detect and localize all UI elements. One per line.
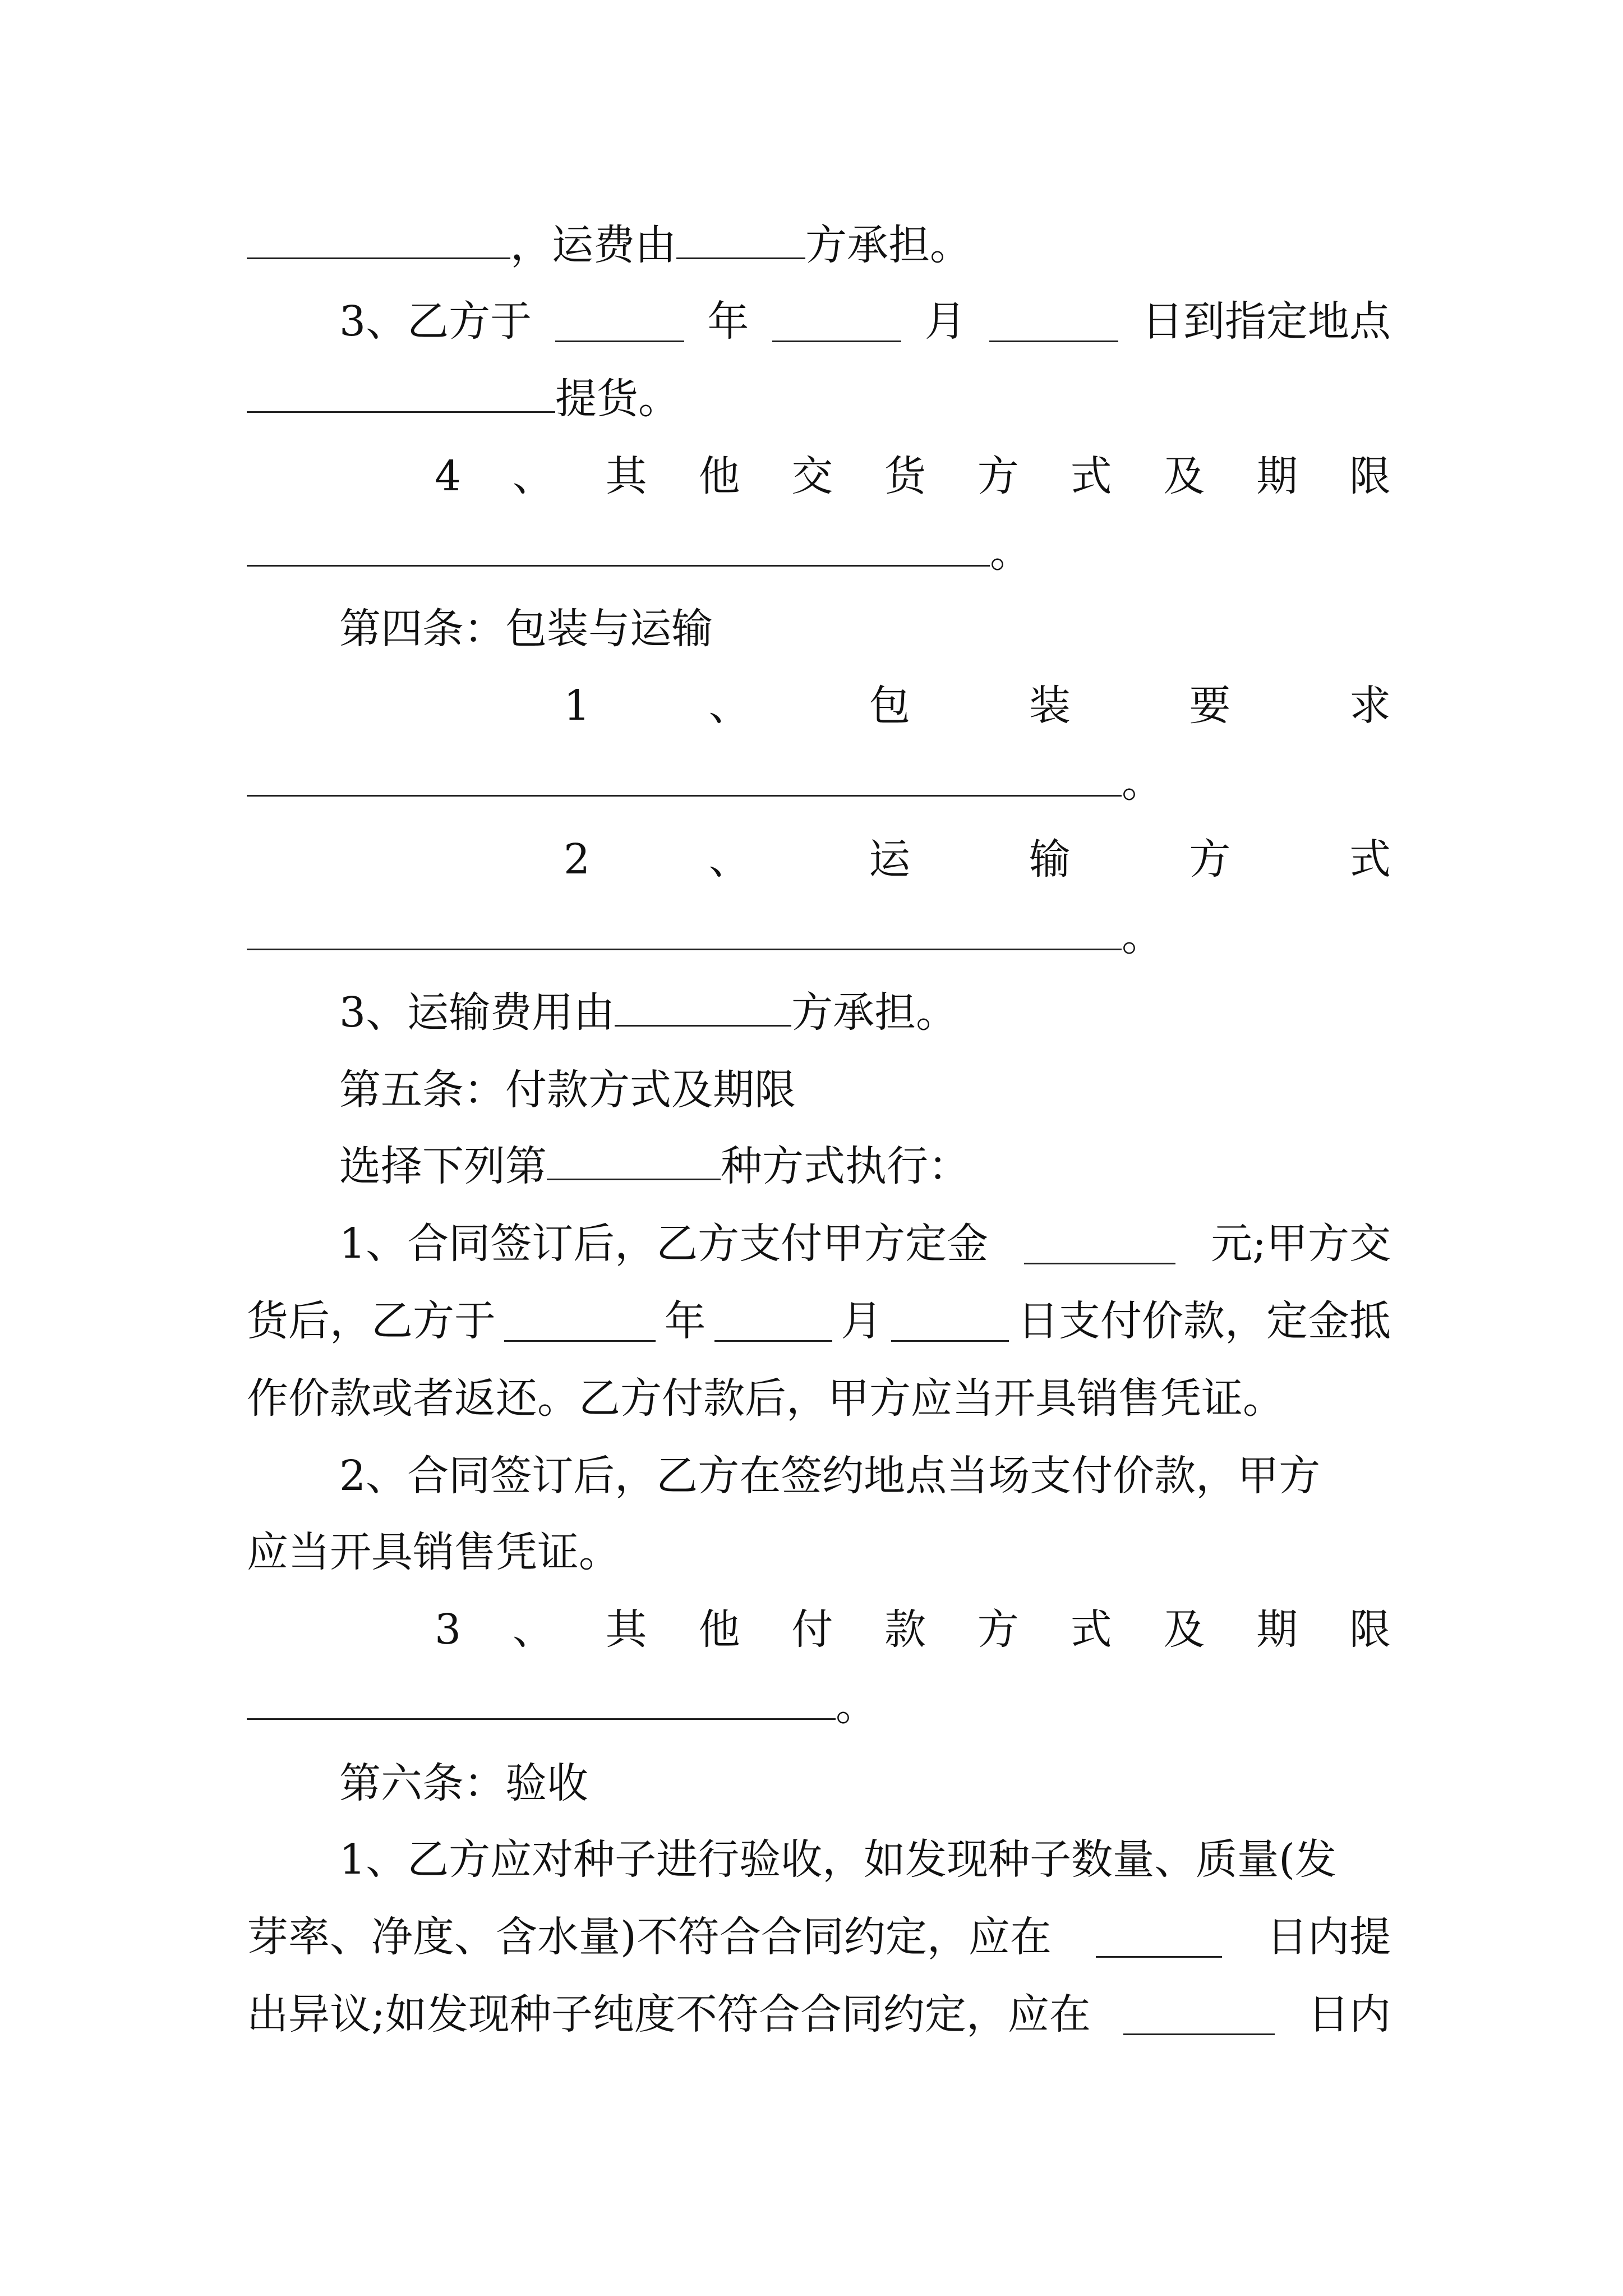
line-text: 方承担。 [791, 988, 958, 1037]
fill-blank [615, 986, 791, 1027]
line-text: 方 [977, 452, 1019, 500]
line-text: 日内提 [1266, 1913, 1391, 1961]
clause-line [247, 214, 1391, 276]
fill-blank [247, 526, 990, 567]
line-text: ，运费由 [510, 221, 676, 269]
line-text: 第五条：付款方式及期限 [339, 1066, 796, 1114]
line-text: 2 [564, 835, 591, 884]
line-text: 其 [605, 1605, 647, 1654]
line-text: 及 [1163, 1605, 1205, 1654]
line-text: 包 [869, 682, 911, 730]
fill-blank [247, 218, 510, 259]
line-text: 其 [605, 452, 647, 500]
fill-blank [989, 301, 1118, 342]
line-text: 及 [1163, 452, 1205, 500]
fill-blank [714, 1301, 832, 1342]
clause-line [247, 1675, 1391, 1737]
line-text: 式 [1070, 452, 1112, 500]
line-text: 式 [1349, 835, 1391, 884]
line-text: 日内 [1308, 1990, 1391, 2039]
line-text: 。 [1122, 758, 1163, 807]
fill-blank [247, 909, 1122, 950]
line-text: 他 [698, 452, 740, 500]
clause-line [247, 522, 1391, 583]
line-text: 。 [990, 528, 1031, 577]
line-text: 月 [841, 1297, 883, 1345]
line-text: 出异议;如发现种子纯度不符合合同约定，应在 [247, 1990, 1091, 2039]
fill-blank [555, 301, 684, 342]
line-text: 1、合同签订后，乙方支付甲方定金 [339, 1220, 989, 1268]
line-text: 期 [1256, 452, 1298, 500]
line-text: 方 [977, 1605, 1019, 1654]
line-text: 元;甲方交 [1211, 1220, 1391, 1268]
line-text: 限 [1349, 452, 1391, 500]
line-text: 应当开具销售凭证。 [247, 1528, 620, 1576]
clause-line [247, 905, 1391, 967]
fill-blank [547, 1139, 721, 1180]
line-text: 芽率、净度、含水量)不符合合同约定，应在 [247, 1913, 1052, 1961]
line-text: 1 [564, 682, 591, 730]
line-text: 货 [884, 452, 926, 500]
line-text: 装 [1029, 682, 1071, 730]
fill-blank [247, 756, 1122, 797]
section-heading [339, 1059, 1391, 1121]
clause-line [339, 982, 1391, 1043]
line-text: 款 [884, 1605, 926, 1654]
line-text: 。 [836, 1682, 877, 1730]
clause-line [247, 368, 1391, 430]
line-text: 他 [698, 1605, 740, 1654]
line-text: 日支付价款，定金抵 [1017, 1297, 1391, 1345]
clause-line [339, 1445, 1391, 1507]
line-text: 交 [791, 452, 833, 500]
line-text: 年 [707, 297, 749, 346]
line-text: 、 [512, 452, 554, 500]
line-text: 提货。 [555, 375, 680, 423]
clause-line [247, 752, 1391, 813]
line-text: 日到指定地点 [1141, 297, 1391, 346]
line-text: 3、乙方于 [339, 297, 532, 346]
line-text: 种方式执行： [721, 1142, 970, 1190]
line-text: 运 [869, 835, 911, 884]
fill-blank [1123, 1994, 1275, 2035]
fill-blank [772, 301, 901, 342]
line-text: 方承担。 [805, 221, 971, 269]
fill-blank [1024, 1223, 1175, 1264]
line-text: 3、运输费用由 [339, 988, 615, 1037]
fill-blank [1096, 1917, 1222, 1958]
line-text: 方 [1189, 835, 1231, 884]
line-text: 式 [1070, 1605, 1112, 1654]
line-text: 1、乙方应对种子进行验收，如发现种子数量、质量(发 [339, 1835, 1336, 1884]
line-text: 、 [708, 835, 750, 884]
fill-blank [891, 1301, 1009, 1342]
line-text: 输 [1029, 835, 1071, 884]
line-text: 限 [1349, 1605, 1391, 1654]
line-text: 货后，乙方于 [247, 1297, 496, 1345]
line-text: 求 [1349, 682, 1391, 730]
clause-line [564, 829, 1391, 890]
section-heading [339, 598, 1391, 660]
clause-line [339, 1135, 1391, 1197]
line-text: 。 [1122, 912, 1163, 960]
line-text: 要 [1189, 682, 1231, 730]
line-text: 年 [664, 1297, 706, 1345]
fill-blank [676, 218, 805, 259]
clause-line [339, 1829, 1391, 1890]
line-text: 选择下列第 [339, 1142, 547, 1190]
section-heading [339, 1752, 1391, 1814]
line-text: 、 [708, 682, 750, 730]
clause-line [435, 1599, 1391, 1660]
line-text: 第四条：包装与运输 [339, 605, 713, 653]
fill-blank [504, 1301, 656, 1342]
clause-line [247, 1984, 1391, 2045]
line-text: 3 [435, 1605, 462, 1654]
clause-line [564, 675, 1391, 737]
fill-blank [247, 372, 555, 413]
line-text: 付 [791, 1605, 833, 1654]
clause-line [435, 445, 1391, 507]
line-text: 2、合同签订后，乙方在签约地点当场支付价款，甲方 [339, 1452, 1321, 1500]
clause-line [247, 1906, 1391, 1968]
line-text: 、 [512, 1605, 554, 1654]
line-text: 第六条：验收 [339, 1759, 588, 1807]
clause-line [339, 291, 1391, 352]
line-text: 4 [435, 452, 462, 500]
line-text: 期 [1256, 1605, 1298, 1654]
clause-line [247, 1368, 1391, 1429]
line-text: 月 [924, 297, 966, 346]
clause-line [247, 1290, 1391, 1352]
fill-blank [247, 1679, 836, 1720]
line-text: 作价款或者返还。乙方付款后，甲方应当开具销售凭证。 [247, 1374, 1284, 1423]
clause-line [339, 1213, 1391, 1274]
clause-line [247, 1521, 1391, 1583]
